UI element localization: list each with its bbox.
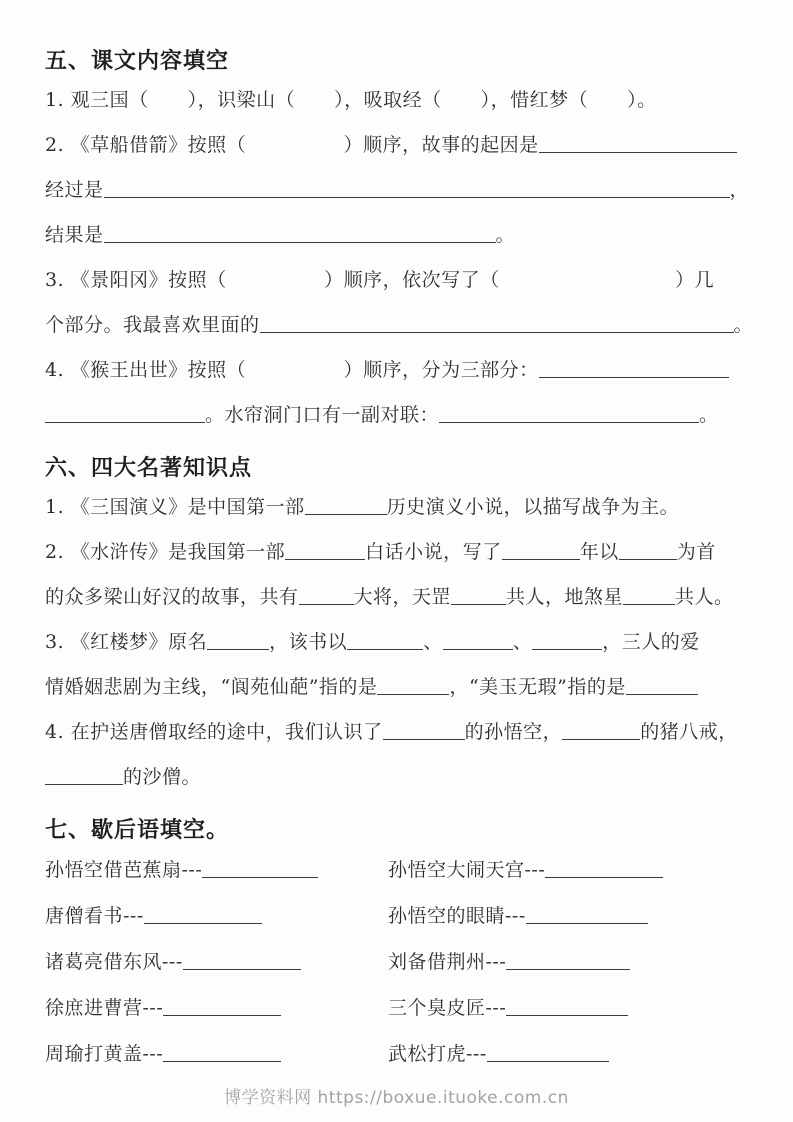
fill-in-blank xyxy=(104,228,496,243)
section-heading: 七、歇后语填空。 xyxy=(45,818,230,843)
line-text: 1. 《三国演义》是中国第一部 xyxy=(45,496,305,518)
worksheet-line xyxy=(45,710,748,755)
line-text: 年以 xyxy=(579,541,619,563)
worksheet-body xyxy=(45,46,754,1077)
line-text: 大将，天罡 xyxy=(353,586,452,608)
line-text: 4. 在护送唐僧取经的途中，我们认识了 xyxy=(45,721,383,743)
line-text: 唐僧看书--- xyxy=(45,905,144,927)
worksheet-line xyxy=(45,620,748,665)
line-text: 2. 《草船借箭》按照（ ）顺序，故事的起因是 xyxy=(45,134,539,156)
line-text: 、 xyxy=(423,631,443,653)
worksheet-line xyxy=(45,393,748,438)
worksheet-line xyxy=(45,485,748,530)
fill-in-blank xyxy=(506,955,630,970)
fill-in-blank xyxy=(144,909,262,924)
line-text: 诸葛亮借东风--- xyxy=(45,951,183,973)
fill-in-blank xyxy=(526,909,648,924)
idiom-right-cell xyxy=(388,985,748,1031)
line-text: 3. 《红楼梦》原名 xyxy=(45,631,208,653)
line-text: 个部分。我最喜欢里面的 xyxy=(45,314,260,336)
line-text: 孙悟空的眼睛--- xyxy=(388,905,526,927)
line-text: 3. 《景阳冈》按照（ ）顺序，依次写了（ ）几 xyxy=(45,269,715,291)
line-text: 、 xyxy=(512,631,533,653)
worksheet-line xyxy=(45,755,748,800)
line-text: 。 xyxy=(699,404,719,426)
worksheet-line xyxy=(45,665,748,710)
fill-in-blank xyxy=(506,1001,628,1016)
fill-in-blank xyxy=(532,635,602,650)
line-text: 武松打虎--- xyxy=(388,1043,487,1065)
worksheet-line xyxy=(45,348,748,393)
worksheet-line xyxy=(45,78,748,123)
fill-in-blank xyxy=(487,1047,609,1062)
idiom-right-cell xyxy=(388,893,748,939)
line-text: 的众多梁山好汉的故事，共有 xyxy=(45,586,299,608)
fill-in-blank xyxy=(347,635,423,650)
fill-in-blank xyxy=(285,545,365,560)
footer-watermark: 博学资料网 https://boxue.ituoke.com.cn xyxy=(224,1088,569,1108)
line-text: ，该书以 xyxy=(269,631,348,653)
line-text: 结果是 xyxy=(45,224,104,246)
section-heading: 五、课文内容填空 xyxy=(45,49,230,74)
line-text: 的孙悟空， xyxy=(464,721,563,743)
idiom-left-cell xyxy=(45,939,388,985)
idiom-row xyxy=(45,893,748,939)
fill-in-blank xyxy=(377,680,449,695)
fill-in-blank xyxy=(539,363,729,378)
line-text: ， xyxy=(729,179,750,201)
fill-in-blank xyxy=(305,500,387,515)
worksheet-line xyxy=(45,575,748,620)
fill-in-blank xyxy=(439,408,699,423)
fill-in-blank xyxy=(562,725,640,740)
line-text: 三个臭皮匠--- xyxy=(388,997,507,1019)
fill-in-blank xyxy=(545,863,663,878)
fill-in-blank xyxy=(45,408,205,423)
fill-in-blank xyxy=(104,183,730,198)
section-heading: 六、四大名著知识点 xyxy=(45,456,253,481)
fill-in-blank xyxy=(45,770,123,785)
fill-in-blank xyxy=(539,138,737,153)
idiom-row xyxy=(45,847,748,893)
line-text: 历史演义小说，以描写战争为主。 xyxy=(386,496,680,518)
worksheet-line xyxy=(45,258,748,303)
fill-in-blank xyxy=(163,1047,281,1062)
line-text: 2. 《水浒传》是我国第一部 xyxy=(45,541,286,563)
fill-in-blank xyxy=(260,318,734,333)
line-text: 。水帘洞门口有一副对联： xyxy=(205,404,440,426)
idiom-left-cell xyxy=(45,1031,388,1077)
line-text: 4. 《猴王出世》按照（ ）顺序，分为三部分： xyxy=(45,359,539,381)
line-text: 的沙僧。 xyxy=(123,766,202,788)
line-text: 的猪八戒， xyxy=(640,721,738,743)
line-text: 共人。 xyxy=(675,586,734,608)
fill-in-blank xyxy=(502,545,580,560)
worksheet-line xyxy=(45,213,748,258)
worksheet-line xyxy=(45,168,748,213)
fill-in-blank xyxy=(383,725,465,740)
line-text: 经过是 xyxy=(45,179,104,201)
idiom-row xyxy=(45,939,748,985)
line-text: 。 xyxy=(733,314,754,336)
worksheet-line xyxy=(45,123,748,168)
fill-in-blank xyxy=(299,590,354,605)
idiom-right-cell xyxy=(388,847,748,893)
fill-in-blank xyxy=(626,680,698,695)
line-text: 白话小说，写了 xyxy=(365,541,502,563)
idiom-row xyxy=(45,985,748,1031)
line-text: 徐庶进曹营--- xyxy=(45,997,164,1019)
worksheet-line xyxy=(45,530,748,575)
idiom-right-cell xyxy=(388,1031,748,1077)
idiom-left-cell xyxy=(45,985,388,1031)
line-text: ，三人的爱 xyxy=(602,631,700,653)
fill-in-blank xyxy=(451,590,506,605)
fill-in-blank xyxy=(207,635,269,650)
fill-in-blank xyxy=(163,1001,281,1016)
fill-in-blank xyxy=(443,635,513,650)
line-text: 共人，地煞星 xyxy=(506,586,624,608)
idiom-left-cell xyxy=(45,893,388,939)
line-text: 刘备借荆州--- xyxy=(388,951,507,973)
line-text: 孙悟空借芭蕉扇--- xyxy=(45,859,203,881)
line-text: 情婚姻悲剧为主线，“阆苑仙葩”指的是 xyxy=(45,676,378,698)
worksheet-line xyxy=(45,303,754,348)
fill-in-blank xyxy=(623,590,675,605)
fill-in-blank xyxy=(619,545,677,560)
idiom-left-cell xyxy=(45,847,388,893)
line-text: 孙悟空大闹天宫--- xyxy=(388,859,546,881)
line-text: 1. 观三国（ ），识梁山（ ），吸取经（ ），惜红梦（ ）。 xyxy=(45,89,657,111)
line-text: 周瑜打黄盖--- xyxy=(45,1043,164,1065)
line-text: 为首 xyxy=(676,541,716,563)
line-text: ，“美玉无瑕”指的是 xyxy=(449,676,626,698)
line-text: 。 xyxy=(495,224,516,246)
idiom-right-cell xyxy=(388,939,748,985)
fill-in-blank xyxy=(183,955,301,970)
idiom-row xyxy=(45,1031,748,1077)
fill-in-blank xyxy=(202,863,318,878)
